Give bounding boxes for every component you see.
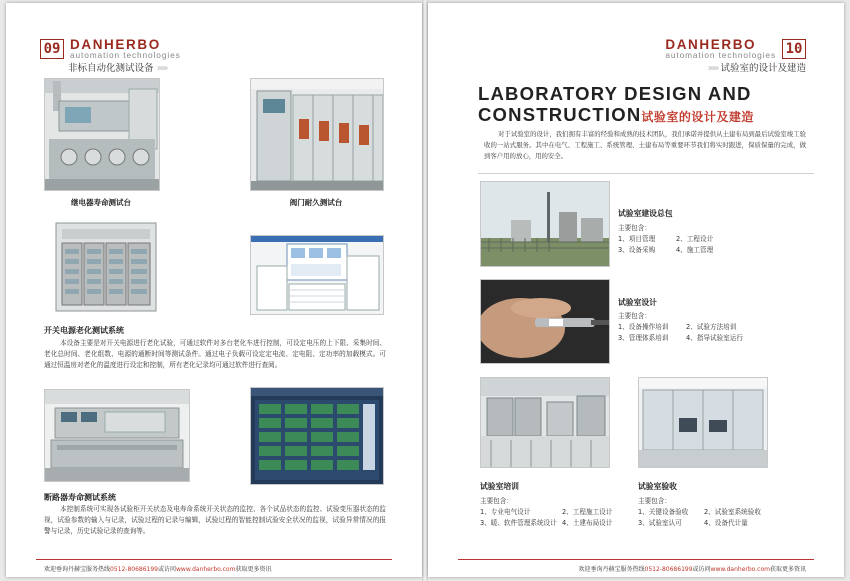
switch-psu-image (54, 219, 158, 314)
connector-photo (480, 279, 610, 364)
list-item: 2、工程施工设计 (562, 508, 613, 516)
list-item: 1、关键设备验收 (638, 508, 689, 516)
section-title: 试验室培训 (480, 482, 519, 491)
list-item: 4、设备代计量 (704, 519, 748, 527)
switch-psu-title: 开关电源老化测试系统 (44, 326, 124, 335)
lab-office-photo (638, 377, 768, 468)
left-page-number: 09 (40, 39, 64, 59)
aging-software-image (251, 236, 383, 314)
section-lead: 主要包含： (618, 224, 651, 232)
footer-hotline-label: 欢迎垂询丹赫宝服务热线 (44, 566, 111, 573)
list-item: 2、试验室系统验收 (704, 508, 761, 516)
list-item: 2、试验方法培训 (686, 323, 737, 331)
section-lead: 主要包含： (480, 497, 513, 505)
right-footer-text (579, 564, 806, 573)
list-item: 3、设备采购 (618, 246, 656, 254)
title-line-1: LABORATORY DESIGN AND (478, 83, 752, 104)
left-subtitle-text: 非标自动化测试设备 (68, 63, 154, 74)
lab-floor-image (481, 378, 609, 467)
page-title (478, 83, 754, 128)
right-page-number: 10 (782, 39, 806, 59)
valve-test-image (251, 79, 383, 190)
list-item: 4、施工管理 (676, 246, 714, 254)
switch-psu-description: 本设备主要是对开关电源进行老化试验，可通过软件对多台老化车进行控制，可设定电压的上下限、采集时间、老化总时间、老化组数、电源的通断时间等测试条件。通过电子负载可设定定电流、定电阻、定功率的加载模式。可通过恒温房对老化的温度进行设定和控制，所有老化记录均可通过软件进行查阅。 (44, 339, 386, 369)
title-line-2: CONSTRUCTION (478, 104, 642, 125)
list-item: 3、试验室认可 (638, 519, 682, 527)
breaker-description: 本控制系统可实现各试验柜开关状态及电寿命系统开关状态的监控、各个试品状态的监控、试验变压器状态的监视，试验参数的输入与记录，试验过程的记录与编辑，试验过程的智能控制试验安全状况的监视，试验异常情况的报警与记录，历史试验记录的查询等。 (44, 505, 386, 535)
footer-phone: 0512-80686199 (110, 566, 158, 573)
section-lead: 主要包含： (638, 497, 671, 505)
breaker-software-image (251, 388, 383, 484)
aging-software-screenshot (250, 235, 384, 315)
footer-hotline-label: 欢迎垂询丹赫宝服务热线 (578, 566, 645, 573)
section-title: 试验室验收 (638, 482, 677, 491)
right-subtitle (707, 60, 806, 74)
right-footer (428, 555, 844, 577)
breaker-software-screenshot (250, 387, 384, 485)
footer-more-label: 获取更多资讯 (769, 566, 806, 573)
left-footer (6, 555, 422, 577)
relay-caption: 继电器寿命测试台 (71, 198, 131, 207)
intro-divider (478, 173, 814, 174)
breaker-title: 断路器寿命测试系统 (44, 493, 116, 502)
title-cn: 试验室的设计及建造 (641, 110, 754, 124)
lab-floor-photo (480, 377, 610, 468)
section-title: 试验室设计 (618, 298, 657, 307)
relay-test-photo (44, 78, 160, 191)
substation-photo (480, 181, 610, 267)
section-title: 试验室建设总包 (618, 209, 673, 218)
left-page (6, 3, 422, 577)
list-item: 1、项目管理 (618, 235, 656, 243)
right-footer-line (458, 559, 814, 560)
list-item: 3、管理体系培训 (618, 334, 669, 342)
left-subtitle (68, 60, 167, 74)
relay-test-image (45, 79, 159, 190)
footer-phone: 0512-80686199 (644, 566, 693, 573)
intro-paragraph: 对于试验室的设计，我们拥有丰富的经验和成熟的技术团队，我们承诺并提供从土建布局到最后试验室竣工验收的一站式服务。其中在电气、工程施工、系统管理、土建布局等重要环节我们将实时跟进，保质保量的完成，做到客户用的放心，用的安全。 (484, 130, 806, 160)
list-item: 1、专业电气设计 (480, 508, 531, 516)
right-brand-sub: automation technologies (665, 50, 776, 60)
right-logo (665, 38, 806, 60)
right-page (428, 3, 844, 577)
section-lead: 主要包含： (618, 312, 651, 320)
lab-office-image (639, 378, 767, 467)
valve-test-photo (250, 78, 384, 191)
list-item: 1、设备操作培训 (618, 323, 669, 331)
list-item: 4、土建布局设计 (562, 519, 613, 527)
list-item: 4、指导试验室运行 (686, 334, 743, 342)
footer-visit-label: 或访问 (692, 566, 711, 573)
chevrons-icon: ››››› (707, 63, 718, 74)
footer-more-label: 获取更多资讯 (235, 566, 272, 573)
right-subtitle-text: 试验室的设计及建造 (720, 63, 806, 74)
breaker-control-image (45, 390, 189, 481)
list-item: 2、工程设计 (676, 235, 714, 243)
valve-caption: 阀门耐久测试台 (289, 198, 343, 207)
footer-url-link[interactable]: www.danherbo.com (710, 566, 770, 573)
footer-visit-label: 或访问 (158, 566, 177, 573)
switch-psu-photo (54, 219, 158, 314)
chevrons-icon: ››››› (156, 63, 167, 74)
connector-image (481, 280, 609, 363)
footer-url-link[interactable]: www.danherbo.com (176, 566, 236, 573)
left-footer-text (44, 564, 271, 573)
left-brand-sub: automation technologies (70, 50, 181, 60)
substation-image (481, 182, 609, 266)
right-brand-name: DANHERBO (665, 37, 757, 52)
breaker-control-photo (44, 389, 190, 482)
left-brand-name: DANHERBO (70, 37, 161, 52)
list-item: 3、暖、软件管理系统设计 (480, 519, 557, 527)
left-logo (40, 38, 181, 60)
left-footer-line (36, 559, 392, 560)
